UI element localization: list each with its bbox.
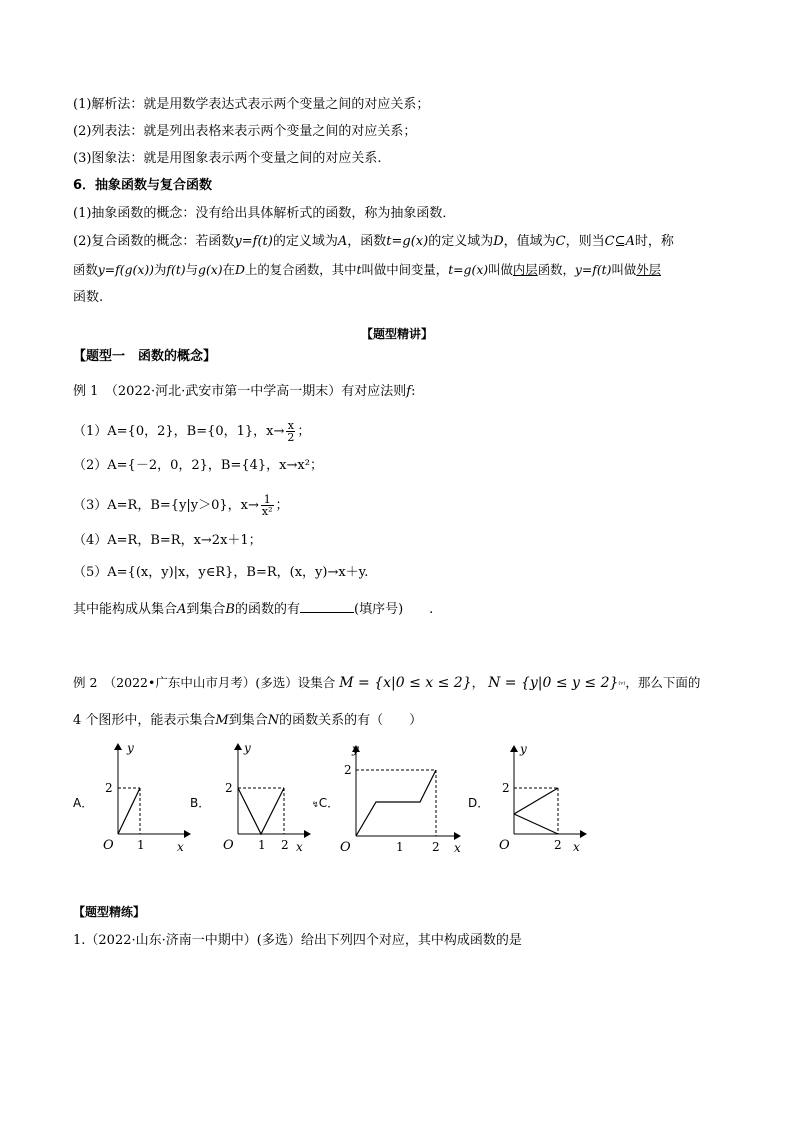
graph-d-x-label: x bbox=[573, 840, 580, 854]
example-1-item-3: （3）A=R，B={y|y＞0}，x→ $\frac{1}{\text{x²}}$ ； bbox=[73, 493, 289, 518]
example-1-question: 其中能构成从集合A到集合B的函数的有 (填序号) . bbox=[73, 602, 434, 617]
graph-d-curve-lower bbox=[514, 814, 558, 834]
option-b-label: B． bbox=[190, 796, 211, 810]
set-m: M = {x|0 ≤ x ≤ 2} bbox=[339, 675, 472, 691]
outer-layer-term: 外层 bbox=[636, 262, 662, 277]
graph-b-tick-2: 2 bbox=[225, 781, 233, 795]
graph-a-tick-1: 1 bbox=[137, 838, 145, 852]
graph-c-y-label: y bbox=[352, 742, 359, 756]
graph-b-tick-2-x: 2 bbox=[281, 838, 289, 852]
section-6-item-1: (1)抽象函数的概念：没有给出具体解析式的函数，称为抽象函数． bbox=[73, 206, 456, 221]
graph-b-tick-1: 1 bbox=[258, 838, 266, 852]
set-n: N = {y|0 ≤ y ≤ 2} bbox=[488, 675, 619, 691]
graph-a-curve bbox=[118, 788, 140, 834]
answer-blank bbox=[300, 600, 354, 613]
graph-a bbox=[98, 738, 198, 858]
graph-b-curve bbox=[238, 788, 284, 834]
graph-c-tick-2: 2 bbox=[344, 763, 352, 777]
graph-c-origin: O bbox=[340, 840, 351, 855]
graph-d-origin: O bbox=[499, 838, 510, 853]
example-2-title: 例 2 （2022•广东中山市月考）(多选）设集合 M = {x|0 ≤ x ≤ 2}， N = {y|0 ≤ y ≤ 2}⁽ᵛ⁾，那么下面的 bbox=[73, 675, 701, 691]
graph-a-x-label: x bbox=[177, 840, 184, 854]
graph-c bbox=[336, 738, 466, 858]
graph-d bbox=[494, 738, 594, 858]
example-1-item-5: （5）A={(x，y)|x，y∈R}，B=R，(x，y)→x＋y. bbox=[73, 565, 369, 580]
section-heading-center: 【题型精讲】 bbox=[360, 327, 433, 341]
example-1-title: 例 1 （2022·河北·武安市第一中学高一期末）有对应法则f: bbox=[73, 384, 416, 399]
graph-b-origin: O bbox=[223, 838, 234, 853]
section-6-title: 6．抽象函数与复合函数 bbox=[73, 178, 213, 193]
example-2-line-2: 4 个图形中，能表示集合M到集合N的函数关系的有（ ） bbox=[73, 713, 423, 728]
inner-layer-term: 内层 bbox=[512, 262, 538, 277]
section-6-item-2-line-1: (2)复合函数的概念：若函数y=f(t)的定义域为A，函数t=g(x)的定义域为D，值域为C，则当C⊆A时，称 bbox=[73, 234, 674, 249]
example-1-item-1: （1）A={0，2}，B={0，1}，x→ $\frac{x}{2}$ ； bbox=[73, 419, 311, 444]
graph-c-x-label: x bbox=[454, 841, 461, 855]
section-6-item-2-line-2: 函数y=f(g(x))为f(t)与g(x)在D上的复合函数，其中t叫做中间变量，t=g(x)叫做内层函数，y=f(t)叫做外层 bbox=[73, 262, 662, 277]
graph-b-y-label: y bbox=[244, 741, 251, 755]
graph-d-tick-2-x: 2 bbox=[554, 838, 562, 852]
graph-d-y-label: y bbox=[520, 742, 527, 756]
practice-question-1: 1.（2022·山东·济南一中期中）(多选）给出下列四个对应，其中构成函数的是 bbox=[73, 933, 522, 948]
section-6-item-2-line-3: 函数. bbox=[73, 290, 104, 305]
graph-c-tick-1: 1 bbox=[396, 840, 404, 854]
graph-a-tick-2: 2 bbox=[105, 781, 113, 795]
method-1: (1)解析法：就是用数学表达式表示两个变量之间的对应关系； bbox=[73, 97, 430, 112]
practice-heading: 【题型精练】 bbox=[73, 905, 146, 919]
type-1-heading: 【题型一 函数的概念】 bbox=[73, 349, 217, 364]
option-d-label: D． bbox=[468, 796, 490, 810]
graph-b bbox=[218, 738, 318, 858]
fraction-1-over-x2: $\frac{1}{\text{x²}}$ bbox=[261, 493, 273, 518]
example-1-item-2: （2）A={－2，0，2}，B={4}，x→x²； bbox=[73, 458, 323, 473]
graph-c-curve bbox=[356, 770, 436, 836]
option-a-label: A． bbox=[73, 796, 94, 810]
graph-d-curve-upper bbox=[514, 788, 558, 814]
graph-a-origin: O bbox=[103, 838, 114, 853]
method-3: (3)图象法：就是用图象表示两个变量之间的对应关系. bbox=[73, 151, 382, 166]
method-2: (2)列表法：就是列出表格来表示两个变量之间的对应关系； bbox=[73, 124, 417, 139]
graph-a-y-label: y bbox=[127, 741, 134, 755]
graph-b-x-label: x bbox=[296, 840, 303, 854]
example-1-item-4: （4）A=R，B=R，x→2x＋1； bbox=[73, 533, 262, 548]
graph-c-tick-2-x: 2 bbox=[432, 840, 440, 854]
option-c-label: ↯C． bbox=[312, 796, 340, 810]
graph-d-tick-2: 2 bbox=[502, 781, 510, 795]
fraction-x-over-2: $\frac{x}{2}$ bbox=[287, 419, 295, 444]
